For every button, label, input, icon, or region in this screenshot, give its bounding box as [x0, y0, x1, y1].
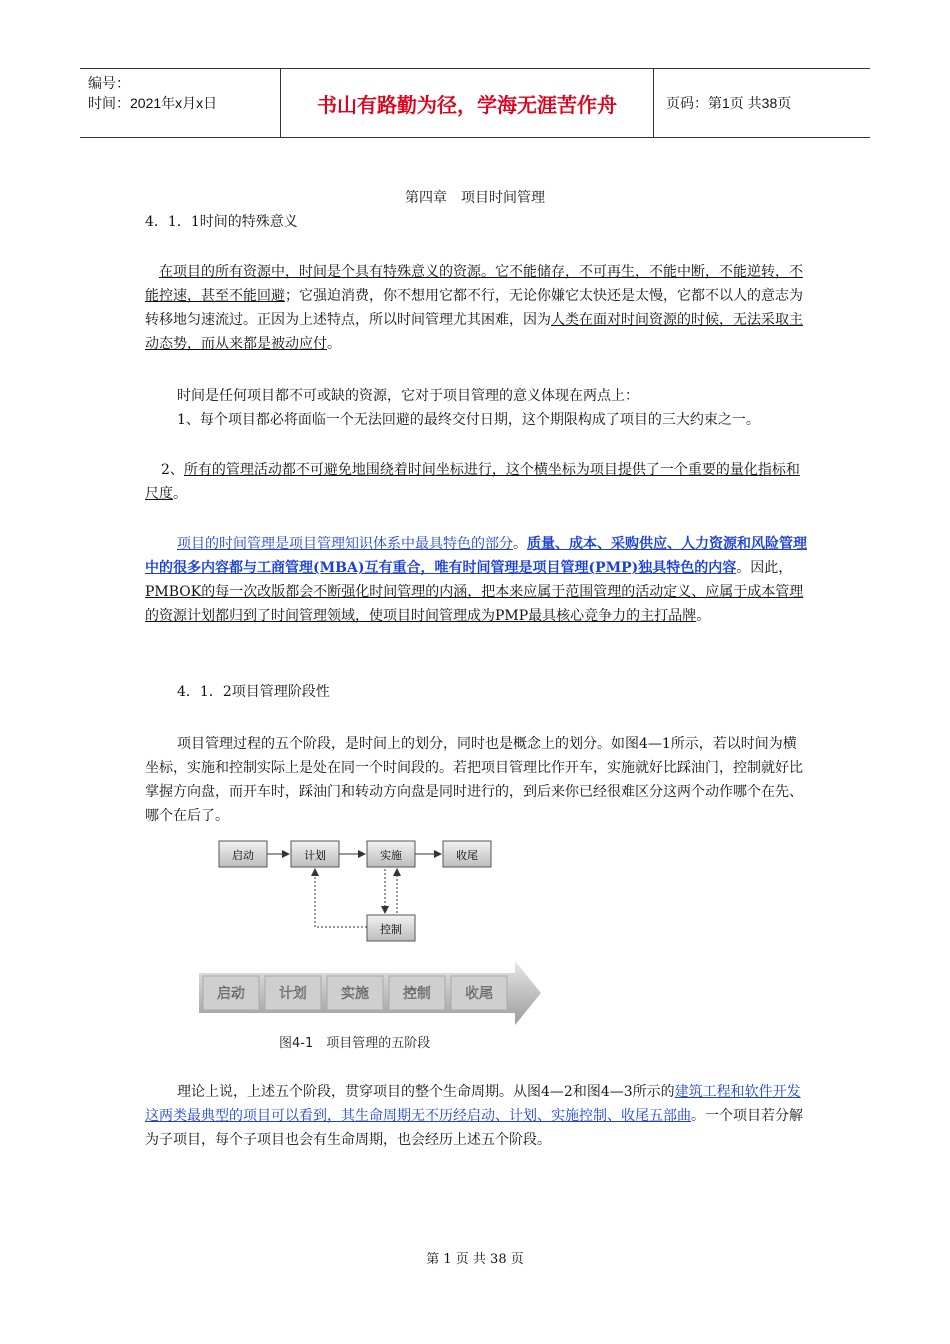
p5-bold-link[interactable]: 质量、成本、采购供应、人力资源和风险管理中的很多内容都与工商管理(MBA)互有重合，唯有时间管理是项目管理(PMP)独具特色的内容	[145, 536, 807, 576]
header-motto: 书山有路勤为径，学海无涯苦作舟	[281, 69, 654, 137]
phase-box-control	[367, 915, 415, 941]
svg-text:实施: 实施	[380, 849, 402, 862]
paragraph-6: 项目管理过程的五个阶段，是时间上的划分，同时也是概念上的划分。如图4—1所示，若以时间为横坐标，实施和控制实际上是处在同一个时间段的。若把项目管理比作开车，实施就好比踩油门，控制就好比掌握方向盘，而开车时，踩油门和转动方向盘是同时进行的，到后来你已经很难区分这两个动作哪个在先、哪个在后了。	[145, 736, 803, 824]
header-page-info: 页码：第1页 共38页	[666, 95, 792, 111]
p1-end: 。	[327, 336, 341, 352]
svg-text:启动: 启动	[232, 849, 254, 862]
svg-text:控制: 控制	[380, 923, 402, 936]
phase-box-start	[219, 841, 267, 867]
p5-underlined: PMBOK的每一次改版都会不断强化时间管理的内涵，把本来应属于范围管理的活动定义、应属于成本管理的资源计划都归到了时间管理领域，使项目时间管理成为PMP最具核心竞争力的主打品牌	[145, 584, 804, 624]
p5-end: 。	[696, 608, 711, 624]
p1-underlined: 在项目的所有资源中，时间是个具有特殊意义的资源。它不能储存，不可再生，不能中断，不能逆转，不能控速，甚至不能回避	[145, 264, 803, 304]
paragraph-3: 1、每个项目都必将面临一个无法回避的最终交付日期，这个期限构成了项目的三大约束之一。	[177, 412, 760, 428]
p7-end: 。一个项目若分解为子项目，每个子项目也会有生命周期，也会经历上述五个阶段。	[145, 1108, 803, 1148]
svg-text:计划: 计划	[304, 849, 326, 862]
p4-lead: 2、	[161, 462, 184, 478]
p5-link[interactable]: 项目的时间管理是项目管理知识体系中最具特色的部分	[177, 536, 513, 552]
five-phase-figure	[195, 835, 555, 1055]
p1-underlined-2: 人类在面对时间资源的时候，无法采取主动态势，而从来都是被动应付	[145, 312, 803, 352]
strip-label-close: 收尾	[465, 986, 493, 1002]
p4-underlined: 所有的管理活动都不可避免地围绕着时间坐标进行，这个横坐标为项目提供了一个重要的量化指标和尺度	[145, 462, 800, 502]
paragraph-1	[145, 260, 807, 356]
strip-label-control: 控制	[403, 986, 431, 1002]
strip-label-plan: 计划	[279, 986, 307, 1002]
paragraph-7	[145, 1080, 807, 1152]
section-heading-1: 4．1．1时间的特殊意义	[145, 214, 298, 230]
p7-text: 理论上说，上述五个阶段，贯穿项目的整个生命周期。从图4—2和图4—3所示的	[177, 1084, 675, 1100]
p1-text: ；它强迫消费，你不想用它都不行，无论你嫌它太快还是太慢，它都不以人的意志为转移地匀速流过。正因为上述特点，所以时间管理尤其困难，因为	[145, 288, 803, 328]
paragraph-5	[145, 532, 807, 628]
figure-caption: 图4-1 项目管理的五阶段	[279, 1036, 431, 1051]
time-label: 时间：2021年x月x日	[88, 95, 218, 111]
document-header	[80, 68, 870, 138]
arrow-control-plan	[315, 869, 367, 927]
p4-end: 。	[173, 486, 187, 502]
header-meta	[80, 69, 281, 137]
p7-link[interactable]: 建筑工程和软件开发这两类最典型的项目可以看到，其生命周期无不历经启动、计划、实施控制、收尾五部曲	[145, 1084, 801, 1124]
phase-arrow-strip	[199, 961, 541, 1025]
p5-text: 。因此，	[736, 560, 793, 576]
number-label: 编号：	[88, 75, 130, 91]
svg-text:收尾: 收尾	[456, 849, 478, 862]
p5-sep: 。	[513, 536, 527, 552]
strip-label-start: 启动	[217, 986, 245, 1002]
section-heading-2: 4．1．2项目管理阶段性	[177, 684, 330, 700]
phase-box-plan	[291, 841, 339, 867]
page-footer: 第 1 页 共 38 页	[426, 1252, 524, 1267]
phase-box-execute	[367, 841, 415, 867]
paragraph-4	[145, 458, 807, 506]
strip-label-execute: 实施	[341, 986, 369, 1002]
chapter-title: 第四章 项目时间管理	[405, 190, 545, 206]
phase-box-close	[443, 841, 491, 867]
paragraph-2: 时间是任何项目都不可或缺的资源，它对于项目管理的意义体现在两点上：	[177, 388, 639, 404]
